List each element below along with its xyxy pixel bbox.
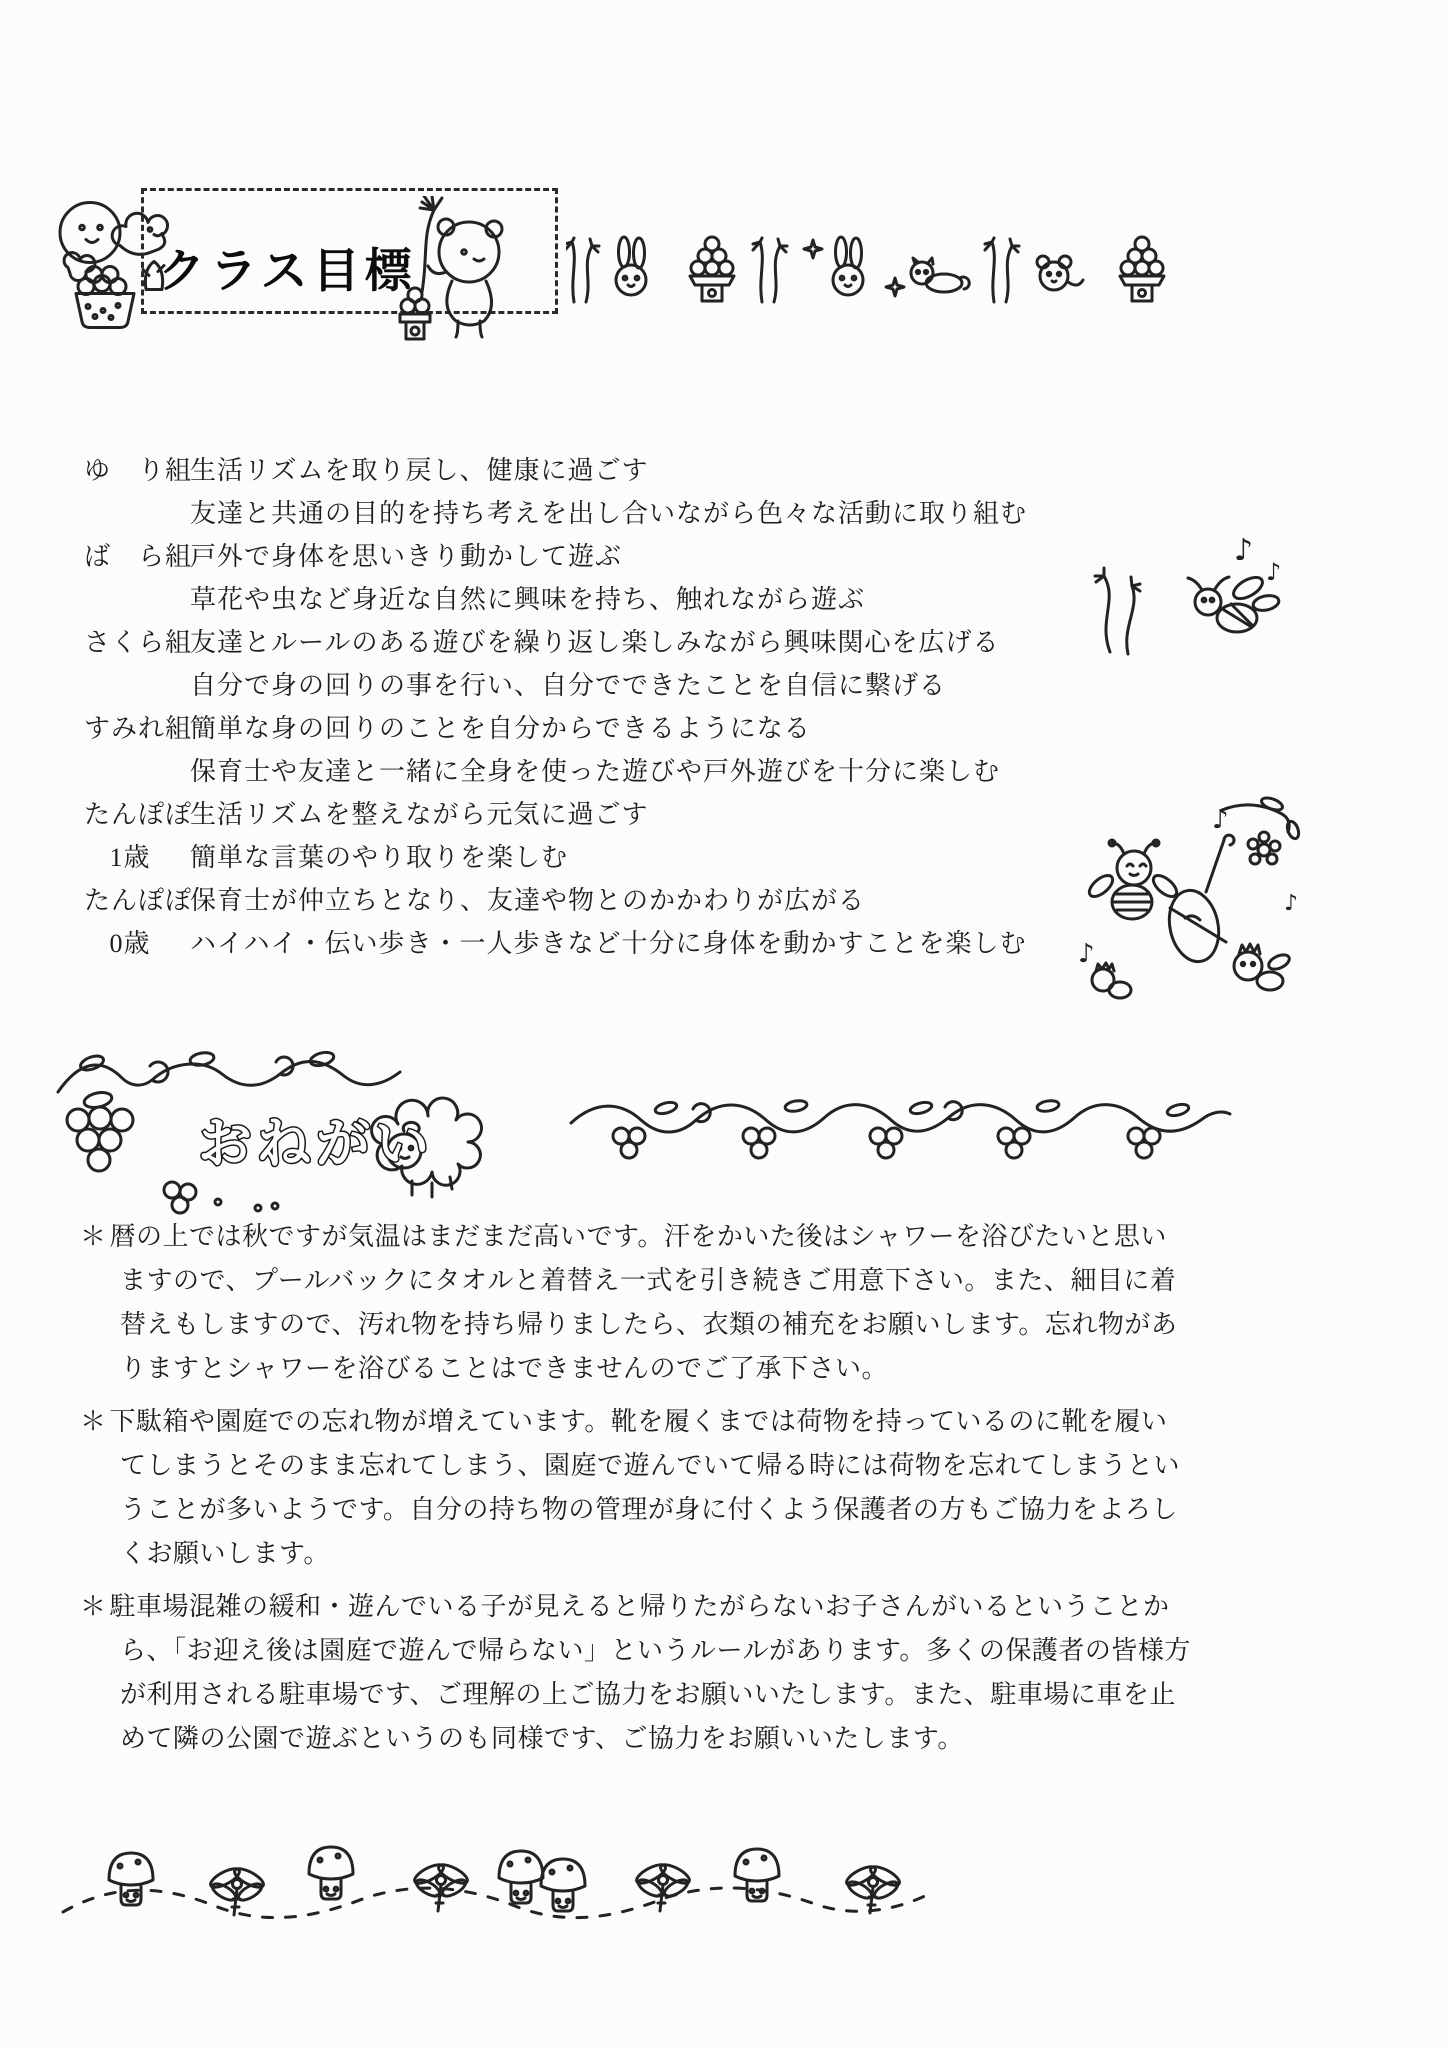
requests-section <box>80 1216 1191 1771</box>
asterisk-bullet: ＊ <box>80 1592 107 1621</box>
class-name: すみれ組 <box>84 714 193 743</box>
class-goal-row <box>84 837 1174 880</box>
class-name <box>84 751 190 794</box>
request-line <box>80 1401 1180 1445</box>
request-line: てしまうとそのまま忘れてしまう、園庭で遊んでいて帰る時には荷物を忘れてしまうとい <box>120 1451 1181 1480</box>
class-goal-row <box>84 794 1174 837</box>
class-name: さくら組 <box>84 628 193 657</box>
class-goal-text: ハイハイ・伝い歩き・一人歩きなど十分に身体を動かすことを楽しむ <box>190 929 1027 958</box>
class-name: たんぽぽ <box>84 886 193 915</box>
class-goal-row <box>84 450 1174 493</box>
request-line: りますとシャワーを浴びることはできませんのでご了承下さい。 <box>120 1354 888 1383</box>
class-goal-row <box>84 880 1174 923</box>
class-name <box>84 665 190 708</box>
class-goal-text: 戸外で身体を思いきり動かして遊ぶ <box>190 542 623 571</box>
request-line: 替えもしますので、汚れ物を持ち帰りましたら、衣類の補充をお願いします。忘れ物があ <box>120 1310 1178 1339</box>
svg-text:♪: ♪ <box>1078 939 1095 969</box>
grapevine-border-icon <box>566 1088 1238 1170</box>
bee-band-cello-icon <box>1072 788 1310 1016</box>
class-goal-row <box>84 751 1174 794</box>
request-line <box>80 1216 1180 1260</box>
request-line: が利用される駐車場です、ご理解の上ご協力をお願いいたします。また、駐車場に車を止 <box>120 1680 1176 1709</box>
request-paragraph <box>80 1216 1180 1392</box>
class-name <box>84 579 190 622</box>
asterisk-bullet: ＊ <box>80 1222 107 1251</box>
class-goal-text: 保育士や友達と一緒に全身を使った遊びや戸外遊びを十分に楽しむ <box>190 757 1001 786</box>
onegai-title: おねがい <box>198 1114 434 1174</box>
request-line: めて隣の公園で遊ぶというのも同様です、ご協力をお願いいたします。 <box>120 1724 964 1753</box>
class-goal-row <box>84 536 1174 579</box>
class-goal-row <box>84 665 1174 708</box>
class-goals-title: クラス目標 <box>158 244 417 297</box>
class-goal-text: 草花や虫など身近な自然に興味を持ち、触れながら遊ぶ <box>190 585 866 614</box>
bear-with-susuki-icon <box>392 196 518 348</box>
asterisk-bullet: ＊ <box>80 1407 107 1436</box>
tsukimi-doodle-row-icon <box>566 224 1178 316</box>
class-goal-row <box>84 579 1174 622</box>
class-age-label: 0歳 <box>109 929 151 958</box>
class-age-label: 1歳 <box>109 843 151 872</box>
request-text: 暦の上では秋ですが気温はまだまだ高いです。汗をかいた後はシャワーを浴びたいと思い <box>109 1222 1167 1251</box>
class-goal-text: 友達とルールのある遊びを繰り返し楽しみながら興味関心を広げる <box>190 628 1000 657</box>
class-name: ゆ り組 <box>84 456 193 485</box>
request-paragraph <box>80 1586 1191 1762</box>
request-paragraph <box>80 1401 1180 1577</box>
class-goals-list <box>84 450 1174 966</box>
class-goal-row <box>84 708 1174 751</box>
request-line: ますので、プールバックにタオルと着替え一式を引き続きご用意下さい。また、細目に着 <box>120 1266 1177 1295</box>
class-goal-row <box>84 493 1174 536</box>
class-name: たんぽぽ <box>84 800 193 829</box>
svg-text:♪: ♪ <box>1266 558 1282 586</box>
request-line: くお願いします。 <box>120 1539 330 1568</box>
svg-text:♪: ♪ <box>1234 533 1254 568</box>
class-goal-text: 生活リズムを取り戻し、健康に過ごす <box>190 456 649 485</box>
class-goal-row <box>84 923 1174 966</box>
request-line <box>80 1586 1180 1630</box>
onegai-banner <box>50 1048 584 1222</box>
class-goal-text: 生活リズムを整えながら元気に過ごす <box>190 800 649 829</box>
svg-text:♪: ♪ <box>1212 805 1229 835</box>
class-goal-row <box>84 622 1174 665</box>
firefly-music-icon <box>1088 528 1296 666</box>
mushroom-dragonfly-border-icon <box>55 1838 937 1956</box>
class-goal-text: 友達と共通の目的を持ち考えを出し合いながら色々な活動に取り組む <box>190 499 1028 528</box>
class-name <box>84 493 190 536</box>
class-goal-text: 保育士が仲立ちとなり、友達や物とのかかわりが広がる <box>190 886 866 915</box>
class-goal-text: 自分で身の回りの事を行い、自分でできたことを自信に繋げる <box>190 671 947 700</box>
request-text: 下駄箱や園庭での忘れ物が増えています。靴を履くまでは荷物を持っているのに靴を履い <box>109 1407 1168 1436</box>
class-name: ば ら組 <box>84 542 193 571</box>
request-line: ら、「お迎え後は園庭で遊んで帰らない」というルールがあります。多くの保護者の皆様方 <box>120 1636 1191 1665</box>
request-line: うことが多いようです。自分の持ち物の管理が身に付くよう保護者の方もご協力をよろし <box>120 1495 1178 1524</box>
svg-text:♪: ♪ <box>1284 891 1299 916</box>
class-goal-text: 簡単な身の回りのことを自分からできるようになる <box>190 714 811 743</box>
class-goal-text: 簡単な言葉のやり取りを楽しむ <box>190 843 569 872</box>
request-text: 駐車場混雑の緩和・遊んでいる子が見えると帰りたがらないお子さんがいるということか <box>109 1592 1170 1621</box>
